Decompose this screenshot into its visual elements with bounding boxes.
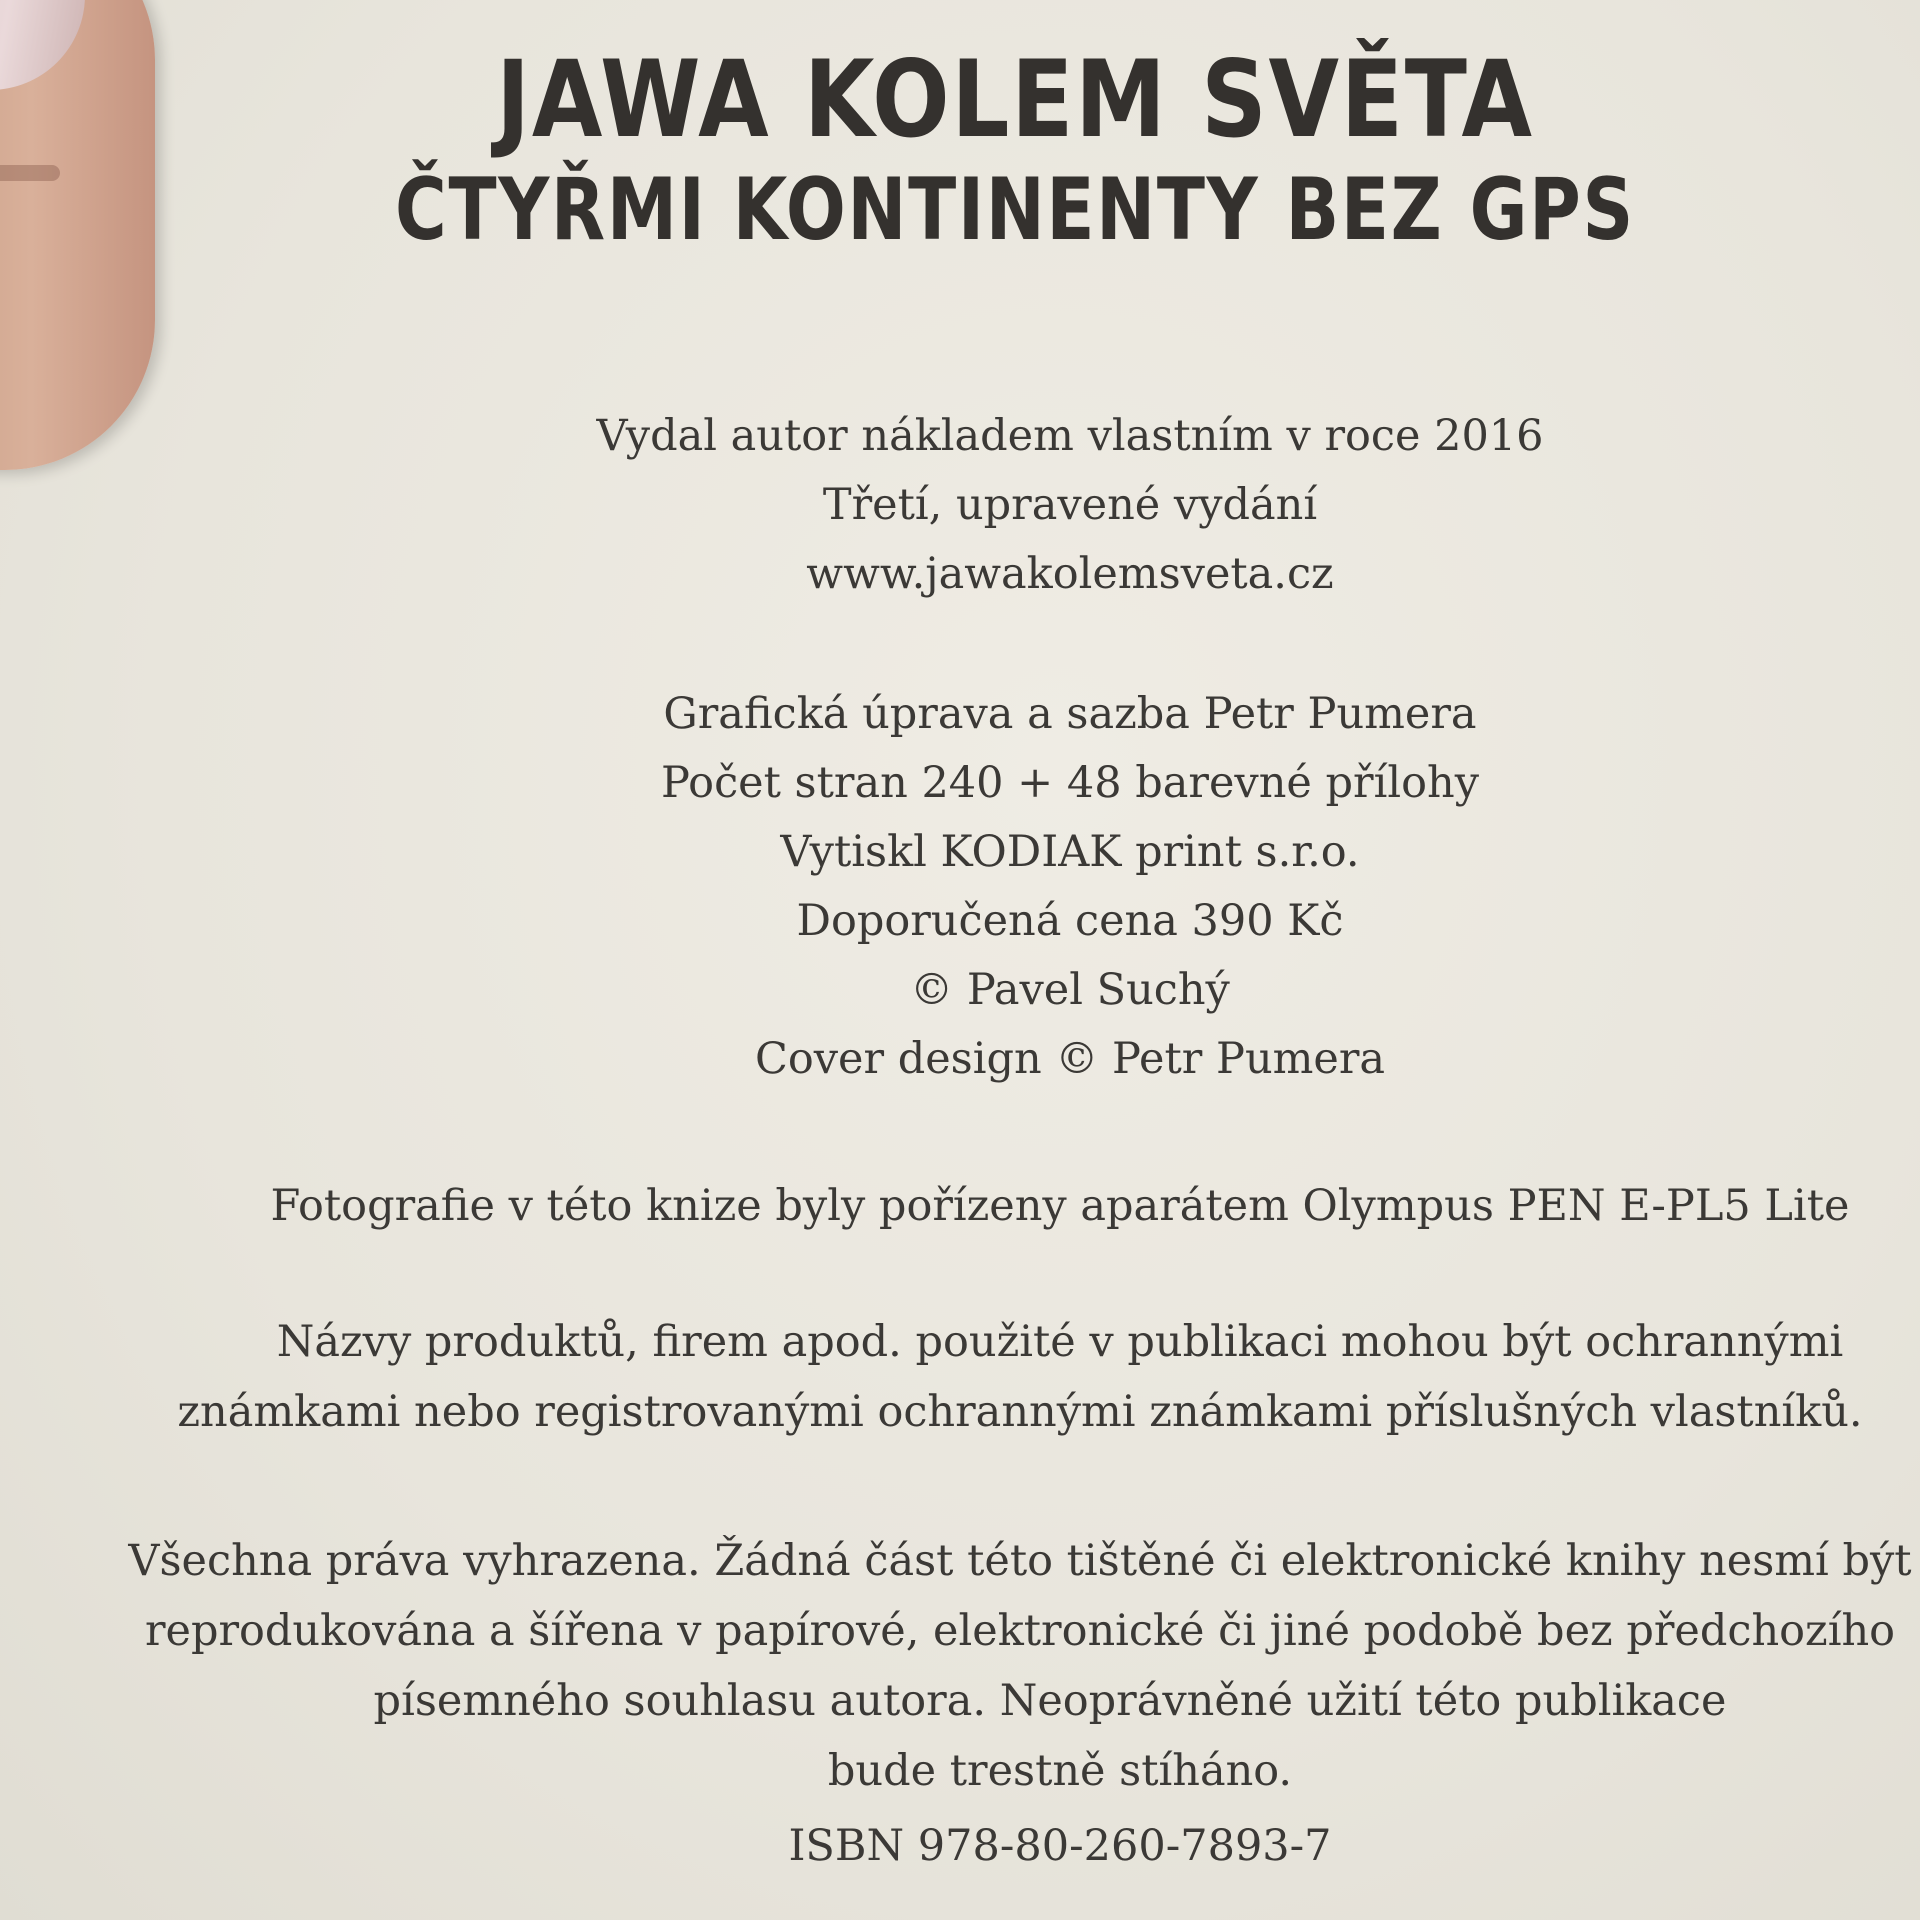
price-line: Doporučená cena 390 Kč [796, 896, 1344, 946]
rights-line-2: reprodukována a šířena v papírové, elektronické či jiné podobě bez předchozího [144, 1606, 1896, 1656]
rights-line-1: Všechna práva vyhrazena. Žádná část této tištěné či elektronické knihy nesmí být [128, 1536, 1912, 1586]
book-title: JAWA KOLEM SVĚTA [496, 38, 1534, 161]
pages-line: Počet stran 240 + 48 barevné přílohy [660, 758, 1479, 808]
cover-design-line: Cover design © Petr Pumera [754, 1034, 1386, 1084]
edition-line: Třetí, upravené vydání [822, 480, 1318, 530]
book-subtitle: ČTYŘMI KONTINENTY BEZ GPS [395, 160, 1635, 260]
rights-line-4: bude trestně stíháno. [827, 1746, 1293, 1796]
title-block [0, 40, 1920, 258]
published-line: Vydal autor nákladem vlastním v roce 2016 [596, 411, 1544, 461]
website-line: www.jawakolemsveta.cz [806, 549, 1334, 599]
trademark-line-2: známkami nebo registrovanými ochrannými známkami příslušných vlastníků. [177, 1387, 1863, 1437]
rights-line-3: písemného souhlasu autora. Neoprávněné užití této publikace [373, 1676, 1727, 1726]
photo-note: Fotografie v této knize byly pořízeny aparátem Olympus PEN E-PL5 Lite [270, 1181, 1850, 1231]
isbn-line: ISBN 978-80-260-7893-7 [788, 1821, 1332, 1871]
copyright-line: © Pavel Suchý [910, 965, 1230, 1015]
printer-line: Vytiskl KODIAK print s.r.o. [780, 827, 1360, 877]
design-line: Grafická úprava a sazba Petr Pumera [663, 689, 1477, 739]
trademark-line-1: Názvy produktů, firem apod. použité v publikaci mohou být ochrannými [276, 1317, 1844, 1367]
